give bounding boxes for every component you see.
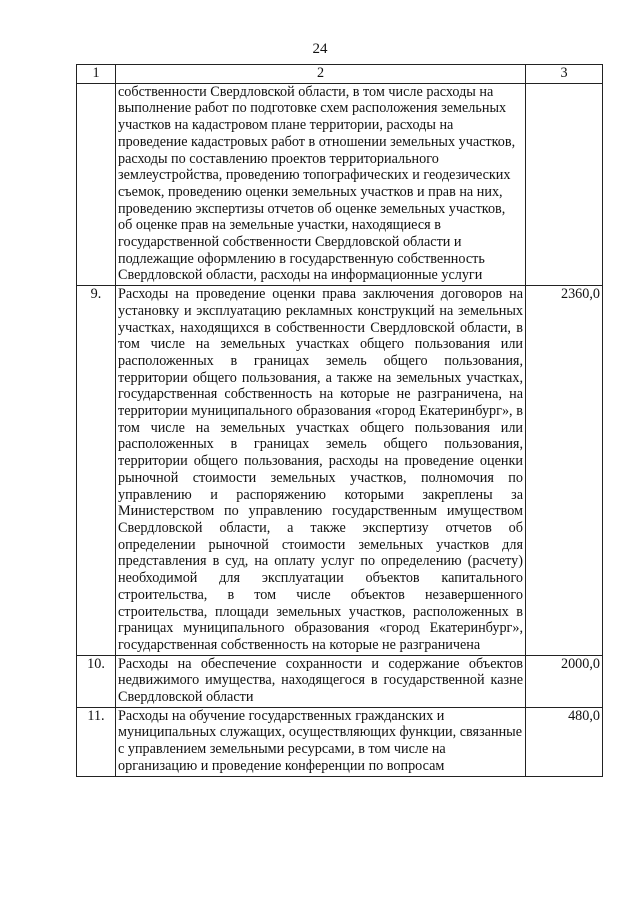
header-col-amount: 3 (526, 65, 603, 84)
table-row (77, 655, 603, 707)
row-number (77, 83, 116, 285)
row-number: 10. (77, 655, 116, 707)
table-row (77, 286, 603, 655)
header-col-description: 2 (116, 65, 526, 84)
table-row (77, 707, 603, 776)
table-row (77, 83, 603, 285)
header-col-number: 1 (77, 65, 116, 84)
row-amount (526, 83, 603, 285)
page-number: 24 (312, 41, 328, 57)
row-description: Расходы на обучение государственных гражданских и муниципальных служащих, осуществляющих функции, связанные с управлением земельными ресурсами, в том числе на организацию и проведение конференции по вопросам (116, 707, 526, 776)
row-number: 9. (77, 286, 116, 655)
row-description: Расходы на обеспечение сохранности и содержание объектов недвижимого имущества, находящегося в государственной казне Свердловской области (116, 655, 526, 707)
row-amount: 2360,0 (526, 286, 603, 655)
table-header (77, 65, 603, 84)
row-description: Расходы на проведение оценки права заключения договоров на установку и эксплуатацию рекламных конструкций на земельных участках, находящихся в собственности Свердловской области, в том числе на земельных участках общего пользования или расположенных в границах земель общего пользования, территории общего пользования, а также на земельных участках, государственная собственность на которые не разграничена, на территории муниципального образования «город Екатеринбург», в том числе на земельных участках общего пользования или расположенных в границах земель общего пользования, территории общего пользования, расходы на проведение оценки рыночной стоимости земельных участков, полномочия по управлению и распоряжению которыми закреплены за Министерством по управлению государственным имуществом Свердловской области, а также экспертизу отчетов об определении рыночной стоимости земельных участков для представления в суд, на оплату услуг по определению (расчету) необходимой для эксплуатации объектов капитального строительства, в том числе объектов незавершенного строительства, площади земельных участков, расположенных в границах муниципального образования «город Екатеринбург», государственная собственность на которые не разграничена (116, 286, 526, 655)
expense-table (76, 64, 603, 777)
row-number: 11. (77, 707, 116, 776)
row-description: собственности Свердловской области, в том числе расходы на выполнение работ по подготовке схем расположения земельных участков на кадастровом плане территории, расходы на проведение кадастровых работ в отношении земельных участков, расходы по составлению проектов территориального землеустройства, проведению топографических и геодезических съемок, проведению оценки земельных участков и прав на них, проведению экспертизы отчетов об оценке земельных участков, об оценке прав на земельные участки, находящиеся в государственной собственности Свердловской области и подлежащие оформлению в государственную собственность Свердловской области, расходы на информационные услуги (116, 83, 526, 285)
row-amount: 480,0 (526, 707, 603, 776)
header-row (77, 65, 603, 84)
row-amount: 2000,0 (526, 655, 603, 707)
